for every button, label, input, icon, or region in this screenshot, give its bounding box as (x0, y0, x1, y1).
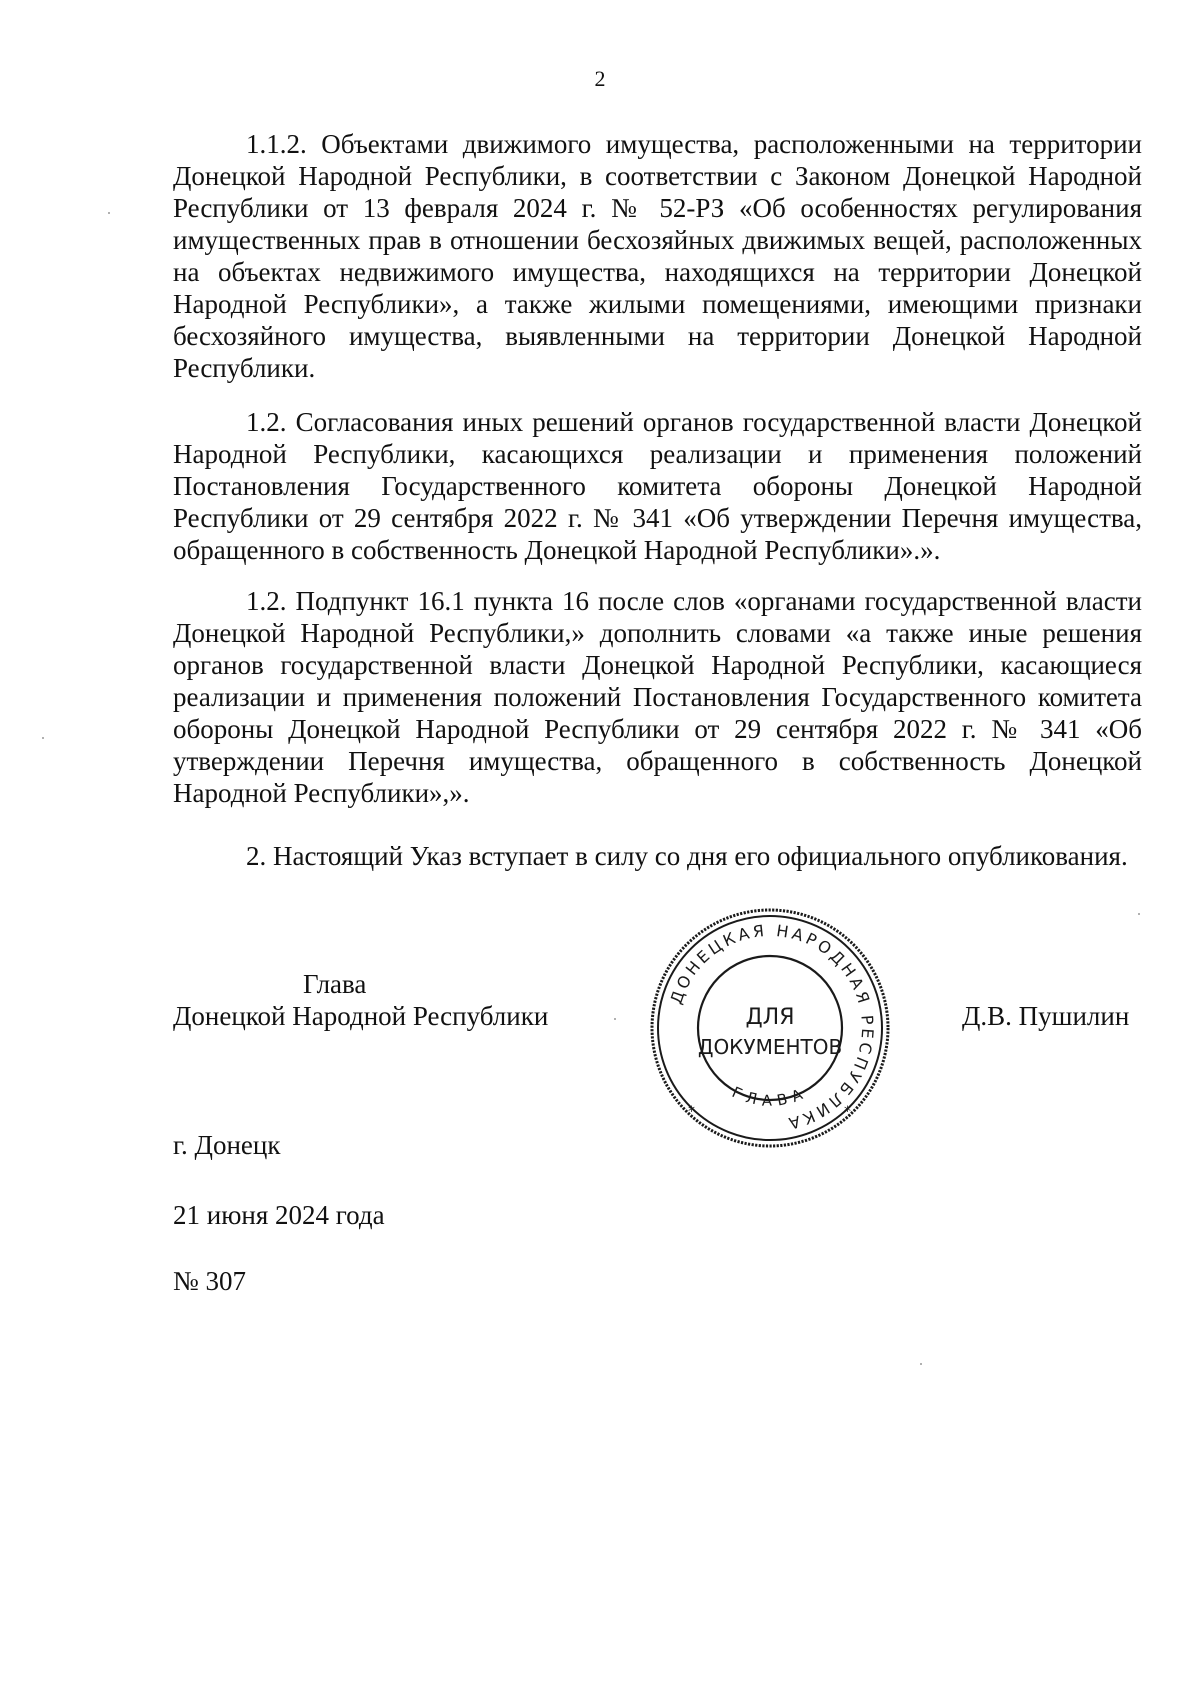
paragraph-1-1-2: 1.1.2. Объектами движимого имущества, расположенными на территории Донецкой Народной Республики, в соответствии с Законом Донецкой Народной Республики от 13 февраля 2024 г. № 52-РЗ «Об особенностях регулирования имущественных прав в отношении бесхозяйных движимых вещей, расположенных на объектах недвижимого имущества, находящихся на территории Донецкой Народной Республики», а также жилыми помещениями, имеющими признаки бесхозяйного имущества, выявленными на территории Донецкой Народной Республики. (173, 129, 1142, 383)
official-seal (648, 906, 892, 1150)
city: г. Донецк (173, 1130, 281, 1160)
scan-speck (920, 1363, 922, 1365)
scan-speck (42, 737, 44, 739)
document-date: 21 июня 2024 года (173, 1200, 385, 1230)
scan-speck (614, 1018, 616, 1020)
paragraph-1-2-subclause: 1.2. Подпункт 16.1 пункта 16 после слов «органами государственной власти Донецкой Народной Республики,» дополнить словами «а также иные решения органов государственной власти Донецкой Народной Республики, касающиеся реализации и применения положений Постановления Государственного комитета обороны Донецкой Народной Республики от 29 сентября 2022 г. № 341 «Об утверждении Перечня имущества, обращенного в собственность Донецкой Народной Республики»,». (173, 586, 1142, 808)
seal-center-line2: ДОКУМЕНТОВ (697, 1035, 843, 1059)
svg-text:*: * (844, 1104, 851, 1120)
seal-outer-text: ДОНЕЦКАЯ НАРОДНАЯ РЕСПУБЛИКА (666, 920, 878, 1134)
page-number: 2 (594, 66, 606, 91)
signature-title-line1: Глава (303, 969, 367, 999)
signature-title-line2: Донецкой Народной Республики (173, 1001, 549, 1031)
document-number: № 307 (173, 1266, 247, 1296)
paragraph-1-2-agreement: 1.2. Согласования иных решений органов государственной власти Донецкой Народной Республики, касающихся реализации и применения положений Постановления Государственного комитета обороны Донецкой Народной Республики от 29 сентября 2022 г. № 341 «Об утверждении Перечня имущества, обращенного в собственность Донецкой Народной Республики».». (173, 407, 1142, 565)
seal-center-line1: ДЛЯ (745, 1005, 795, 1030)
paragraph-2-entry-into-force: 2. Настоящий Указ вступает в силу со дня его официального опубликования. (246, 841, 1128, 871)
svg-text:*: * (688, 1104, 695, 1120)
scan-speck (108, 212, 110, 214)
scan-speck (1138, 913, 1140, 915)
signatory-name: Д.В. Пушилин (962, 1001, 1130, 1031)
seal-bottom-text: ГЛАВА (729, 1082, 811, 1110)
